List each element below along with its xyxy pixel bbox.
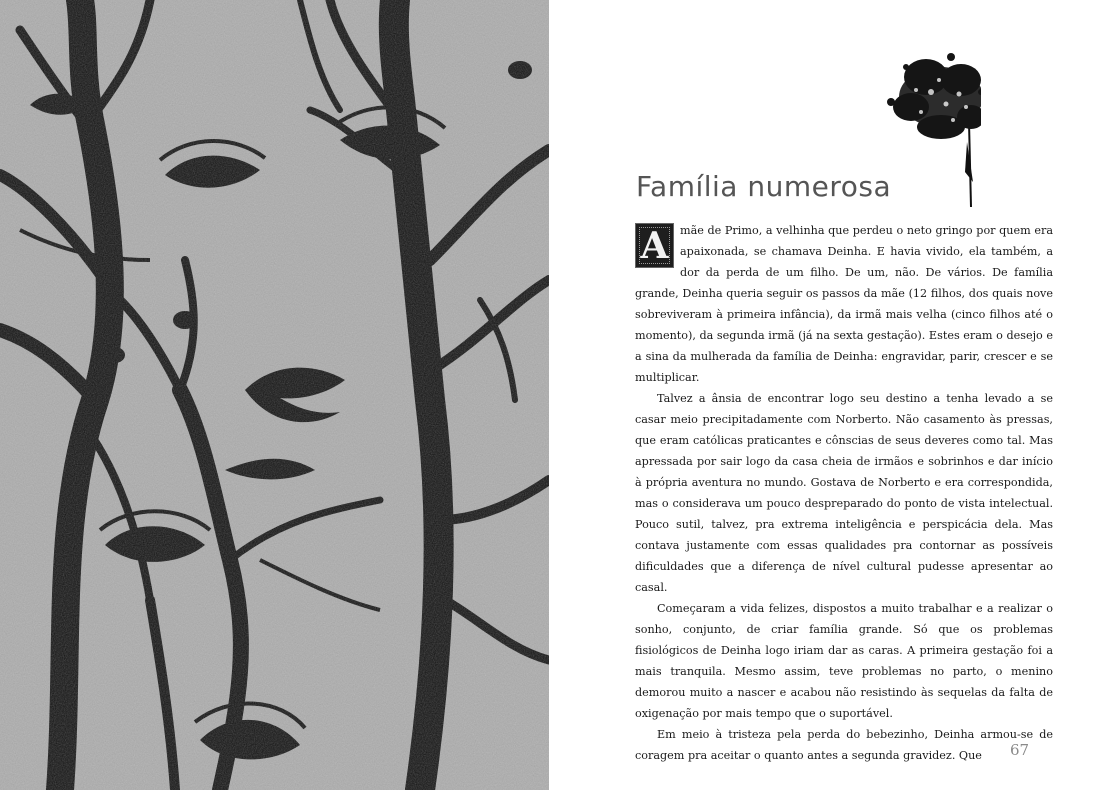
flower-ornament-icon <box>881 22 981 212</box>
drop-cap-letter: A <box>640 225 669 267</box>
ink-illustration-faces-branches <box>0 0 549 790</box>
page-number: 67 <box>1010 741 1030 759</box>
chapter-body <box>635 220 1053 766</box>
paragraph-3: Começaram a vida felizes, dispostos a muito trabalhar e a realizar o sonho, conjunto, de criar família grande. Só que os problemas fisiológicos de Deinha logo iriam dar as caras. A primeira gestação foi a mais tranquila. Mesmo assim, teve problemas no parto, o menino demorou muito a nascer e acabou não resistindo às sequelas da falta de oxigenação por mais tempo que o suportável. <box>635 602 1053 720</box>
paragraph-1 <box>635 220 1053 388</box>
illustration-art <box>0 0 549 790</box>
chapter-title: Família numerosa <box>636 170 892 203</box>
paragraph-4: Em meio à tristeza pela perda do bebezinho, Deinha armou-se de coragem pra aceitar o quanto antes a segunda gravidez. Que <box>635 728 1053 762</box>
paragraph-2: Talvez a ânsia de encontrar logo seu destino a tenha levado a se casar meio precipitadamente com Norberto. Não casamento às pressas, que eram católicas praticantes e cônscias de seus deveres como tal. Mas apressada por sair logo da casa cheia de irmãos e sobrinhos e dar início à própria aventura no mundo. Gostava de Norberto e era correspondida, mas o considerava um pouco despreparado do ponto de vista intelectual. Pouco sutil, talvez, pra extrema inteligência e perspicácia dela. Mas contava justamente com essas qualidades pra contornar as possíveis dificuldades que a diferença de nível cultural pudesse apresentar ao casal. <box>635 392 1053 594</box>
drop-cap-ornament <box>635 223 674 268</box>
paragraph-1-text: mãe de Primo, a velhinha que perdeu o neto gringo por quem era apaixonada, se chamava Deinha. E havia vivido, ela também, a dor da perda de um filho. De um, não. De vários. De família grande, Deinha queria seguir os passos da mãe (12 filhos, dos quais nove sobreviveram à primeira infância), da irmã mais velha (cinco filhos até o momento), da segunda irmã (já na sexta gestação). Estes eram o desejo e a sina da mulherada da família de Deinha: engravidar, parir, crescer e se multiplicar. <box>635 224 1053 384</box>
text-page <box>549 0 1100 790</box>
